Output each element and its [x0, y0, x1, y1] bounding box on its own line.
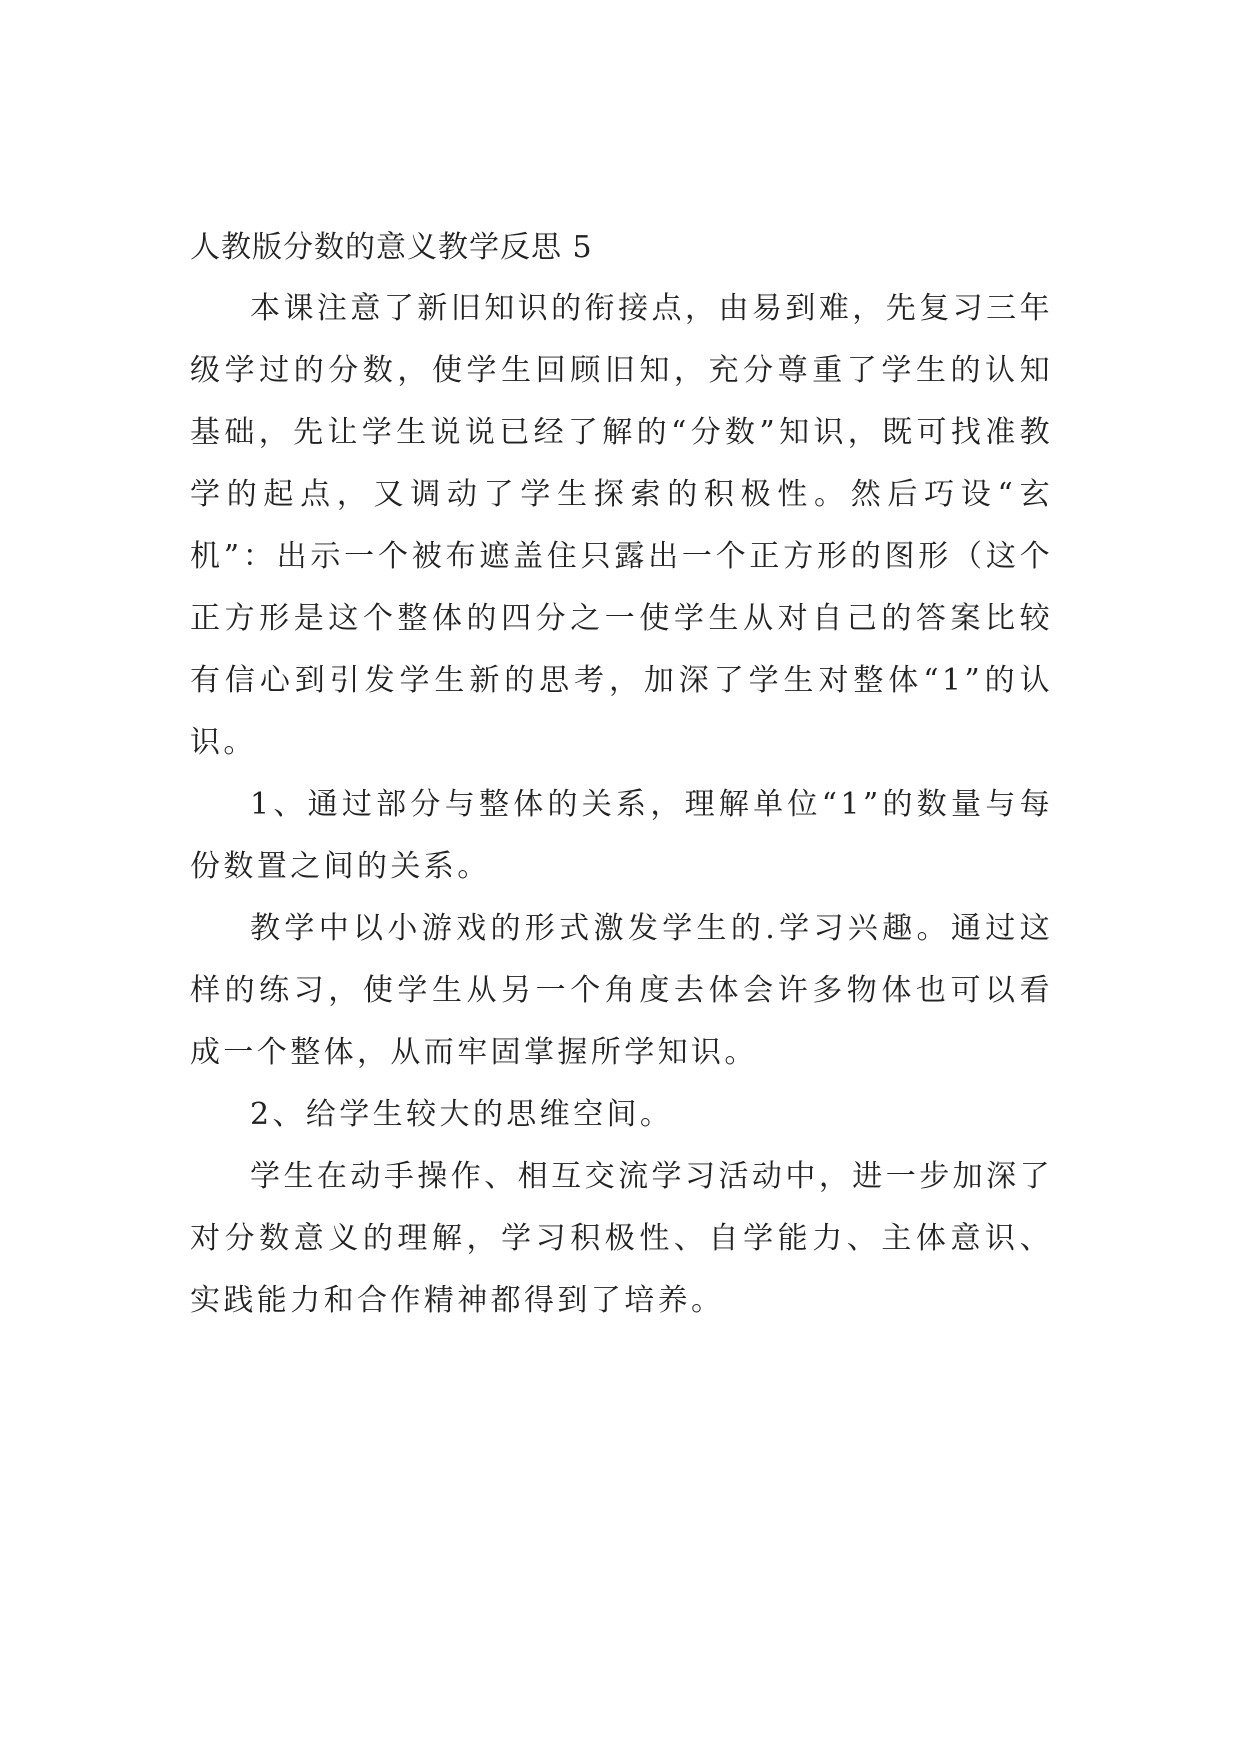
- paragraph-point-2: 2、给学生较大的思维空间。: [250, 1097, 674, 1132]
- paragraph-conclusion: 学生在动手操作、相互交流学习活动中，进一步加深了对分数意义的理解，学习积极性、自学能力、主体意识、实践能力和合作精神都得到了培养。: [190, 1159, 1053, 1318]
- document-title: 人教版分数的意义教学反思 5: [190, 230, 593, 265]
- paragraph-point-1: 1、通过部分与整体的关系，理解单位“1”的数量与每份数置之间的关系。: [190, 787, 1053, 884]
- document-body: [190, 218, 1053, 1332]
- paragraph-game: 教学中以小游戏的形式激发学生的.学习兴趣。通过这样的练习，使学生从另一个角度去体会许多物体也可以看成一个整体，从而牢固掌握所学知识。: [190, 911, 1053, 1070]
- paragraph-intro: 本课注意了新旧知识的衔接点，由易到难，先复习三年级学过的分数，使学生回顾旧知，充分尊重了学生的认知基础，先让学生说说已经了解的“分数”知识，既可找准教学的起点，又调动了学生探索的积极性。然后巧设“玄机”：出示一个被布遮盖住只露出一个正方形的图形（这个正方形是这个整体的四分之一使学生从对自己的答案比较有信心到引发学生新的思考，加深了学生对整体“1”的认识。: [190, 291, 1053, 760]
